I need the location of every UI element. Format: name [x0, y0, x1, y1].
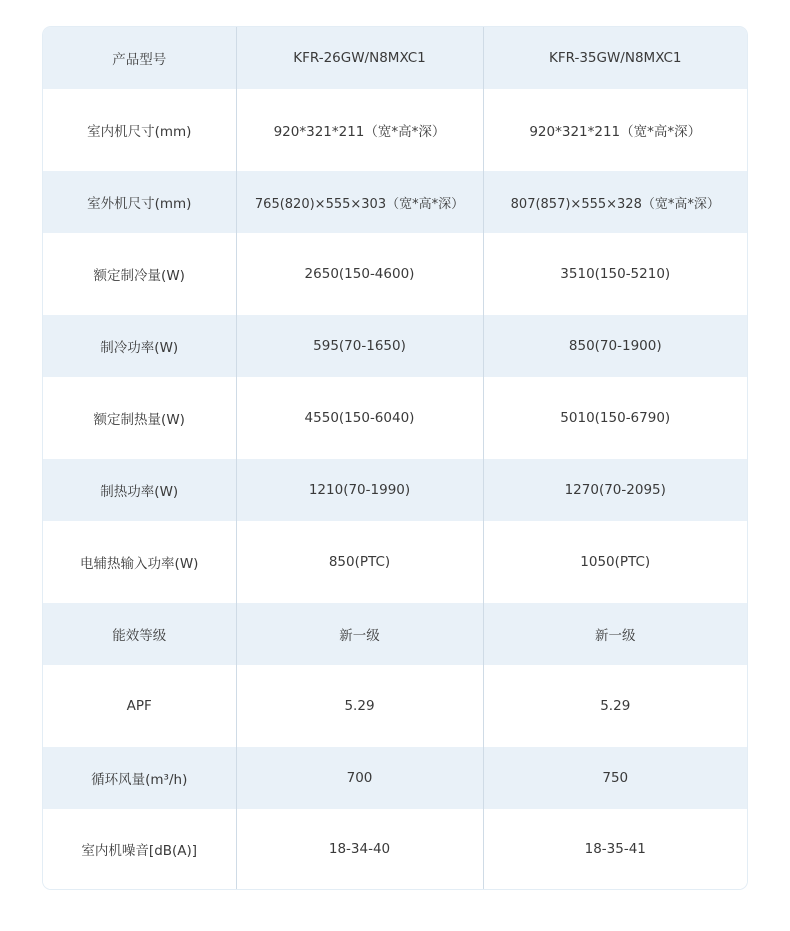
row-value-a: 765(820)×555×303（宽*高*深）: [236, 171, 483, 233]
header-model-b-cell: KFR-35GW/N8MXC1: [483, 27, 747, 89]
row-value-a: 920*321*211（宽*高*深）: [236, 89, 483, 171]
row-value-b: 750: [483, 747, 747, 809]
row-value-b: 1270(70-2095): [483, 459, 747, 521]
table-row: [43, 315, 747, 377]
row-label: 室内机噪音[dB(A)]: [81, 843, 198, 859]
table-row: [43, 89, 747, 171]
row-label: 额定制冷量(W): [93, 268, 185, 284]
row-label: 电辅热输入功率(W): [80, 556, 199, 572]
row-value-b: 5010(150-6790): [483, 377, 747, 459]
row-value-b: 新一级: [483, 603, 747, 665]
table-row: [43, 747, 747, 809]
row-value-a: 595(70-1650): [236, 315, 483, 377]
row-value-a: 1210(70-1990): [236, 459, 483, 521]
row-value-a: 新一级: [236, 603, 483, 665]
spec-table: [43, 27, 747, 889]
row-value-a: 700: [236, 747, 483, 809]
table-row: [43, 377, 747, 459]
row-value-b: 920*321*211（宽*高*深）: [483, 89, 747, 171]
row-label: 室外机尺寸(mm): [87, 196, 192, 212]
row-value-b: 3510(150-5210): [483, 233, 747, 315]
spec-table-card: [43, 27, 747, 889]
table-row: [43, 665, 747, 747]
row-value-a: 4550(150-6040): [236, 377, 483, 459]
row-value-a: 5.29: [236, 665, 483, 747]
row-value-a: 18-34-40: [236, 809, 483, 889]
row-value-b: 807(857)×555×328（宽*高*深）: [483, 171, 747, 233]
row-value-b: 5.29: [483, 665, 747, 747]
row-value-b: 1050(PTC): [483, 521, 747, 603]
header-label-cell: 产品型号: [112, 52, 167, 68]
row-value-b: 850(70-1900): [483, 315, 747, 377]
row-label: 制冷功率(W): [100, 340, 179, 356]
header-row: [43, 27, 747, 89]
row-label: 额定制热量(W): [93, 412, 185, 428]
row-label: APF: [126, 698, 152, 714]
row-label: 制热功率(W): [100, 484, 179, 500]
row-label: 循环风量(m³/h): [91, 772, 188, 788]
table-row: [43, 233, 747, 315]
table-row: [43, 521, 747, 603]
table-row: [43, 809, 747, 889]
row-value-b: 18-35-41: [483, 809, 747, 889]
row-value-a: 2650(150-4600): [236, 233, 483, 315]
row-value-a: 850(PTC): [236, 521, 483, 603]
table-row: [43, 171, 747, 233]
row-label: 室内机尺寸(mm): [87, 124, 192, 140]
table-row: [43, 603, 747, 665]
header-model-a-cell: KFR-26GW/N8MXC1: [236, 27, 483, 89]
table-row: [43, 459, 747, 521]
row-label: 能效等级: [112, 628, 167, 644]
